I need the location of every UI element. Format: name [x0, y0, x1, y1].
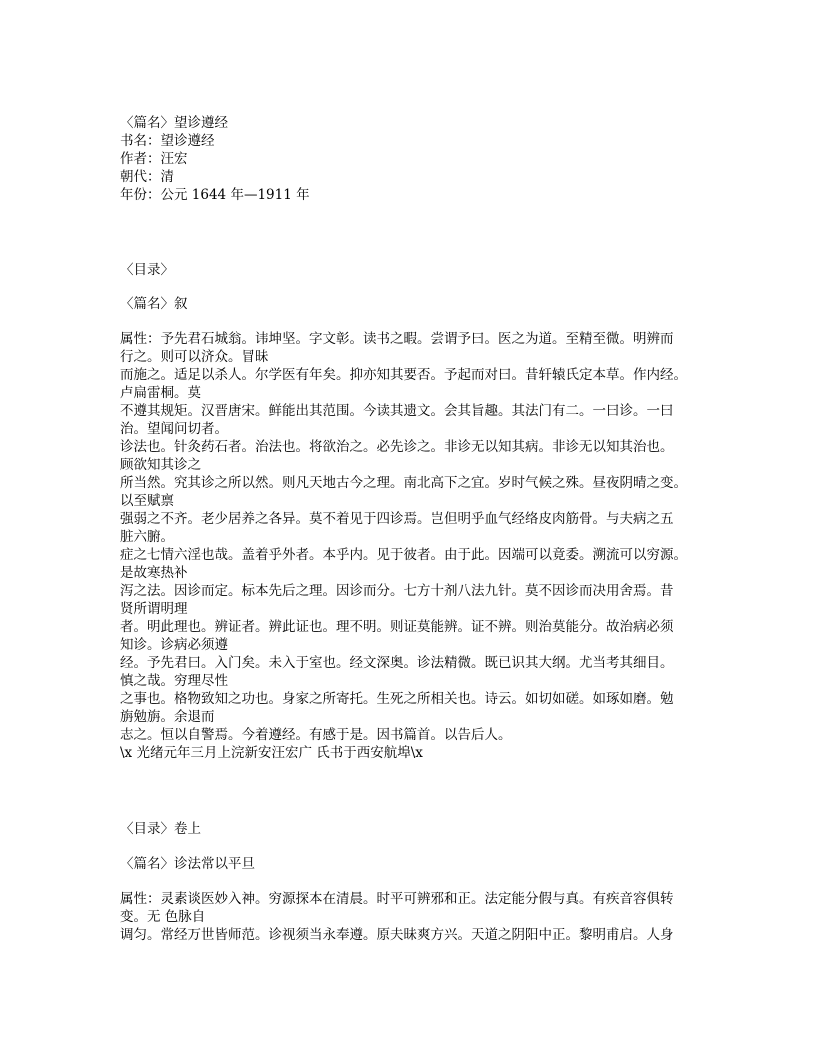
text-line: 之事也。格物致知之功也。身家之所寄托。生死之所相关也。诗云。如切如磋。如琢如磨。勉: [120, 691, 674, 707]
text-line: 顾欲知其诊之: [120, 457, 201, 473]
text-line: 强弱之不齐。老少居养之各异。莫不着见于四诊焉。岂但明乎血气经络皮肉筋骨。与夫病之五: [120, 511, 674, 527]
text-line: 贤所谓明理: [120, 601, 188, 617]
text-line: 行之。则可以济众。冒昧: [120, 349, 269, 365]
text-line: 症之七情六淫也哉。盖着乎外者。本乎内。见于彼者。由于此。因端可以竟委。溯流可以穷源。: [120, 547, 687, 563]
text-line: 知诊。诊病必须遵: [120, 637, 228, 653]
text-line: 不遵其规矩。汉晋唐宋。鲜能出其范围。今读其遗文。会其旨趣。其法门有二。一曰诊。一曰: [120, 403, 674, 419]
text-line: 旃勉旃。余退而: [120, 709, 215, 725]
toc-heading: 〈目录〉: [120, 262, 174, 278]
text-line: 泻之法。因诊而定。标本先后之理。因诊而分。七方十剂八法九针。莫不因诊而决用舍焉。昔: [120, 583, 674, 599]
text-line: 以至赋禀: [120, 493, 174, 509]
text-line: 调匀。常经万世皆师范。诊视须当永奉遵。原夫昧爽方兴。天道之阴阳中正。黎明甫启。人身: [120, 927, 674, 943]
years: 年份：公元 1644 年—1911 年: [120, 187, 310, 203]
text-line: 志之。恒以自警焉。今着遵经。有感于是。因书篇首。以告后人。: [120, 727, 512, 743]
text-line: 是故寒热补: [120, 565, 188, 581]
text-line: 脏六腑。: [120, 529, 174, 545]
text-line: 属性：予先君石城翁。讳坤坚。字文彰。读书之暇。尝谓予曰。医之为道。至精至微。明辨而: [120, 331, 674, 347]
dynasty: 朝代：清: [120, 169, 174, 185]
text-line: 者。明此理也。辨证者。辨此证也。理不明。则证莫能辨。证不辨。则治莫能分。故治病必须: [120, 619, 674, 635]
text-line: 治。望闻问切者。: [120, 421, 228, 437]
author: 作者：汪宏: [120, 151, 188, 167]
text-line: 慎之哉。穷理尽性: [120, 673, 228, 689]
toc-heading-volume: 〈目录〉卷上: [120, 821, 201, 837]
chapter-heading: 〈篇名〉望诊遵经: [120, 115, 228, 131]
section-title-preface: 〈篇名〉叙: [120, 296, 188, 312]
text-line: 变。无 色脉自: [120, 909, 206, 925]
text-line: 诊法也。针灸药石者。治法也。将欲治之。必先诊之。非诊无以知其病。非诊无以知其治也。: [120, 439, 674, 455]
text-line: 而施之。适足以杀人。尔学医有年矣。抑亦知其要否。予起而对曰。昔轩辕氏定本草。作内经。: [120, 367, 687, 383]
signature-line: \x 光绪元年三月上浣新安汪宏广 氏书于西安航埠\x: [120, 745, 423, 761]
text-line: 卢扁雷桐。莫: [120, 385, 201, 401]
text-line: 经。予先君曰。入门矣。未入于室也。经文深奥。诊法精微。既已识其大纲。尤当考其细目。: [120, 655, 674, 671]
section-title-diagnosis: 〈篇名〉诊法常以平旦: [120, 856, 255, 872]
text-line: 属性：灵素谈医妙入神。穷源探本在清晨。时平可辨邪和正。法定能分假与真。有疾音容俱转: [120, 891, 674, 907]
text-line: 所当然。究其诊之所以然。则凡天地古今之理。南北高下之宜。岁时气候之殊。昼夜阴晴之变。: [120, 475, 687, 491]
book-title: 书名：望诊遵经: [120, 133, 215, 149]
